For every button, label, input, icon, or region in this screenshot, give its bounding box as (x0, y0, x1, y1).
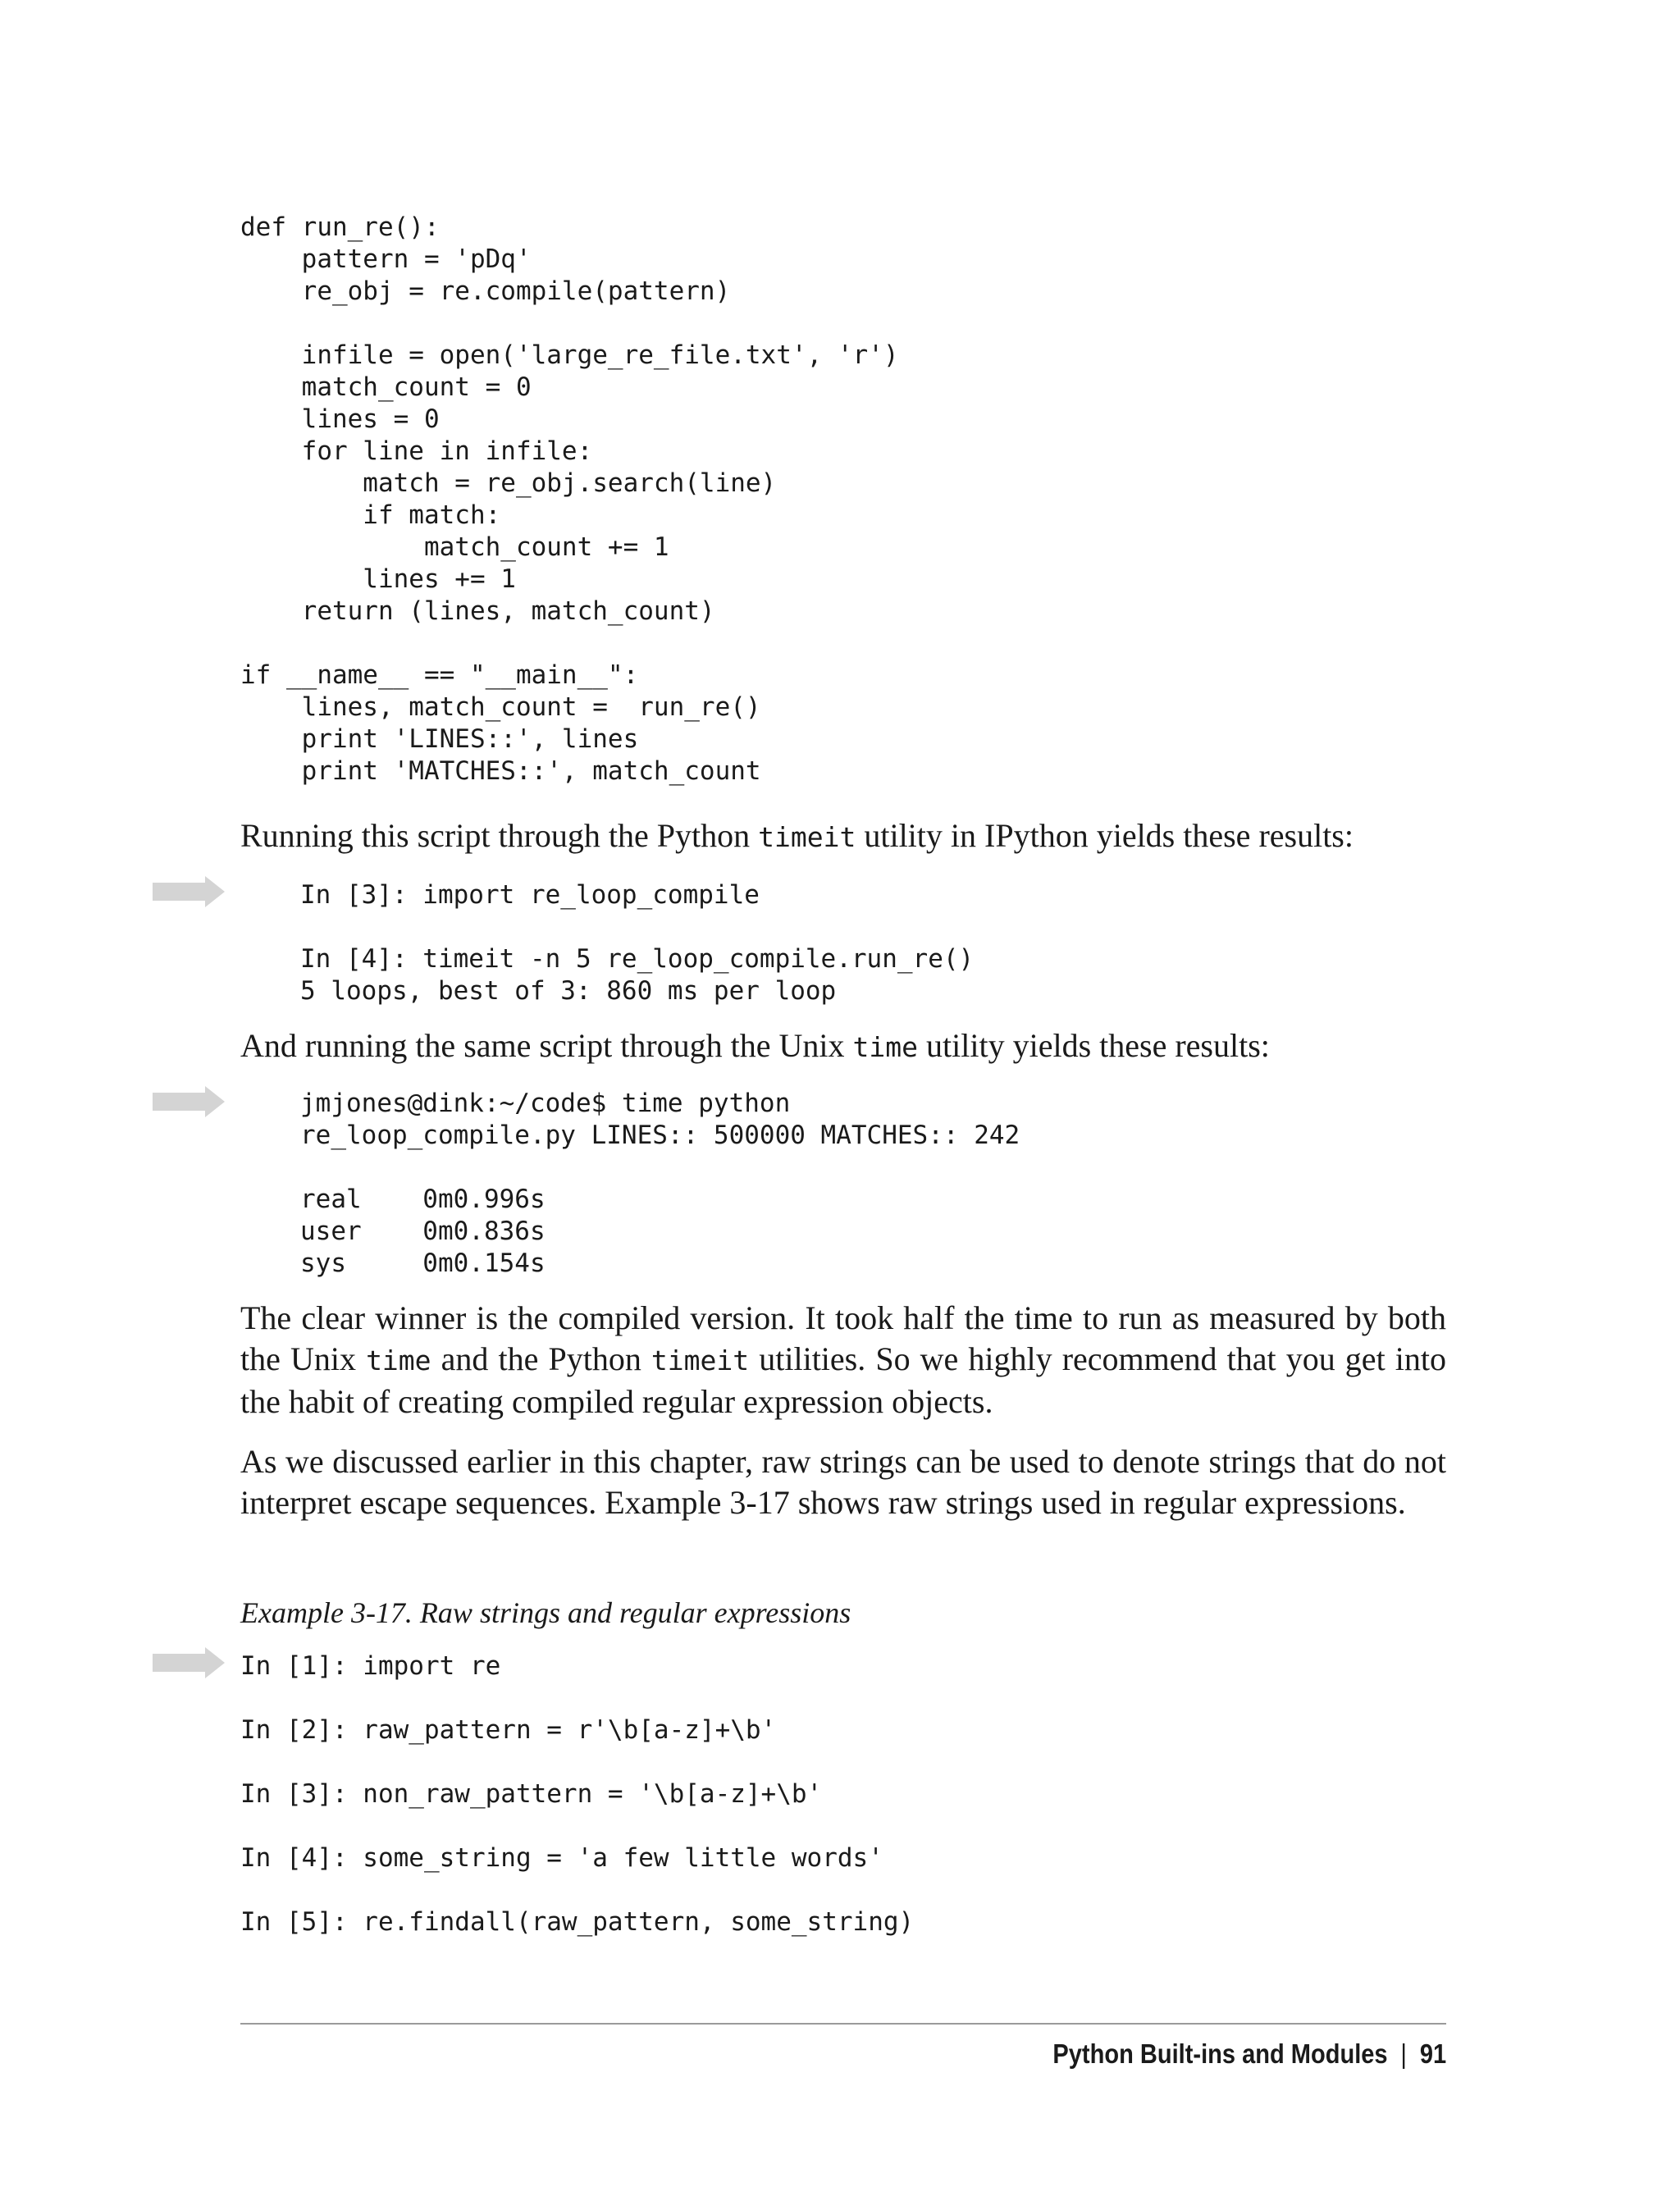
footer-title: Python Built-ins and Modules (1052, 2038, 1388, 2069)
paragraph-time-intro (240, 1025, 1446, 1068)
inline-code: time (366, 1344, 431, 1376)
arrow-icon (153, 876, 225, 907)
paragraph-text: and the Python (431, 1340, 651, 1377)
arrow-icon (153, 1647, 225, 1678)
inline-code: timeit (651, 1344, 750, 1376)
paragraph-raw-strings: As we discussed earlier in this chapter, raw strings can be used to denote strings that do not interpret escape sequences. Example 3-17 shows raw strings used in regular expressions. (240, 1443, 1446, 1521)
paragraph-timeit-intro (240, 815, 1446, 858)
page-footer (1052, 2036, 1446, 2072)
inline-code: timeit (758, 821, 856, 853)
paragraph-text: The clear winner is the compiled version. It took half the time to run as measured by both the Unix (240, 1299, 1446, 1377)
page-number: 91 (1419, 2038, 1446, 2069)
arrow-icon (153, 1086, 225, 1117)
paragraph-text: And running the same script through the Unix (240, 1027, 853, 1064)
code-block-raw-strings-example: In [1]: import re In [2]: raw_pattern = r'\b[a-z]+\b' In [3]: non_raw_pattern = '\b[a-z]+\b' In [4]: some_string = 'a few little words' In [5]: re.findall(raw_pattern, some_string) (240, 1651, 915, 1937)
footer-divider (240, 2023, 1446, 2025)
paragraph-clear-winner (240, 1298, 1446, 1422)
example-caption: Example 3-17. Raw strings and regular expressions (240, 1596, 851, 1629)
code-block-unix-time: jmjones@dink:~/code$ time python re_loop_compile.py LINES:: 500000 MATCHES:: 242 real 0m0.996s user 0m0.836s sys 0m0.154s (300, 1089, 1020, 1278)
paragraph-text: utilities. So we highly recommend that you get into the habit of creating compiled regular expression objects. (240, 1340, 1446, 1420)
footer-separator: | (1400, 2038, 1407, 2069)
inline-code: time (852, 1031, 919, 1063)
paragraph-text: utility in IPython yields these results: (856, 817, 1354, 854)
paragraph-text: Running this script through the Python (240, 817, 759, 854)
code-block-run-re: def run_re(): pattern = 'pDq' re_obj = re.compile(pattern) infile = open('large_re_file.txt', 'r') match_count = 0 lines = 0 for line in infile: match = re_obj.search(line) if match: match_count += 1 lines += 1 return (lines, match_count) if __name__ == "__main__": lines, match_count = run_re() print 'LINES::', lines print 'MATCHES::', match_count (240, 212, 899, 786)
paragraph-text: utility yields these results: (918, 1027, 1270, 1064)
code-block-ipython-timeit: In [3]: import re_loop_compile In [4]: timeit -n 5 re_loop_compile.run_re() 5 loops, best of 3: 860 ms per loop (300, 880, 975, 1006)
